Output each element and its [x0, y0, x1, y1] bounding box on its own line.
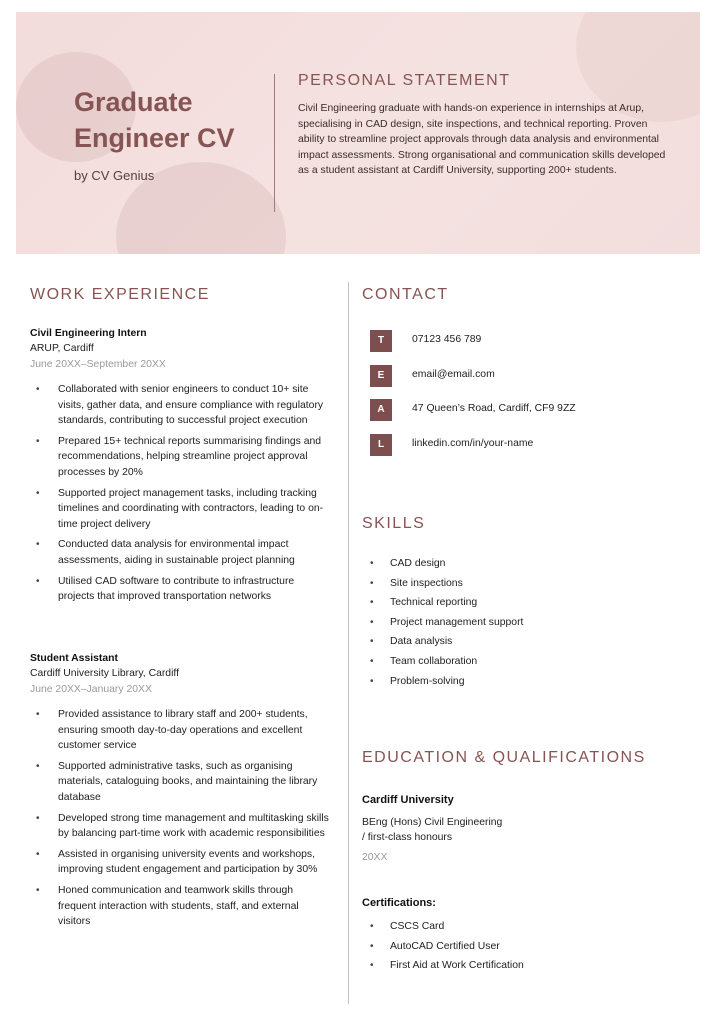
job-org: Cardiff University Library, Cardiff — [30, 668, 179, 679]
education-school: Cardiff University — [362, 794, 454, 806]
job-bullet: • Collaborated with senior engineers to conduct 10+ site visits, gather data, and ensure compliance with regulatory standards, contributing to successful project execution — [30, 382, 330, 429]
job-entry — [30, 651, 330, 935]
personal-statement-heading: PERSONAL STATEMENT — [298, 72, 511, 89]
certifications-list — [364, 917, 684, 976]
byline: by CV Genius — [74, 168, 155, 183]
education-date: 20XX — [362, 852, 388, 863]
column-divider — [348, 282, 349, 1004]
contact-email-text[interactable]: email@email.com — [412, 369, 495, 380]
cv-title — [74, 84, 274, 156]
job-bullet: • Provided assistance to library staff and 200+ students, ensuring smooth day-to-day operations and excellent customer service — [30, 707, 330, 754]
contact-email — [370, 365, 690, 387]
job-bullet: • Utilised CAD software to contribute to infrastructure projects that improved transportation networks — [30, 574, 330, 605]
education-degree-class: / first-class honours — [362, 832, 453, 843]
job-title: Student Assistant — [30, 653, 118, 664]
job-bullet: • Supported administrative tasks, such as organising materials, cataloguing books, and maintaining the library database — [30, 759, 330, 806]
education-heading: EDUCATION & QUALIFICATIONS — [362, 749, 646, 766]
job-bullets — [30, 707, 330, 930]
job-dates: June 20XX–January 20XX — [30, 684, 152, 695]
skill-item: • Project management support — [364, 613, 684, 633]
contact-heading: CONTACT — [362, 286, 449, 303]
contact-address — [370, 399, 690, 421]
address-icon: A — [370, 399, 392, 421]
skills-heading: SKILLS — [362, 515, 426, 532]
job-bullet: • Supported project management tasks, including tracking timelines and coordinating with contractors, leading to on-time project delivery — [30, 486, 330, 533]
job-bullet: • Conducted data analysis for environmental impact assessments, aiding in sustainable project planning — [30, 537, 330, 568]
personal-statement-text: Civil Engineering graduate with hands-on experience in internships at Arup, specialising in CAD design, site inspections, and technical reporting. Proven ability to streamline project approvals through data analysis and environmental impact assessments. Strong organisational and communication skills developed as a student assistant at Cardiff University, supporting 200+ students. — [298, 103, 666, 177]
job-bullet: • Honed communication and teamwork skills through frequent interaction with students, staff, and external visitors — [30, 883, 330, 930]
education-entry — [362, 794, 682, 863]
job-entry — [30, 326, 330, 610]
certification-item: • AutoCAD Certified User — [364, 937, 684, 957]
header-divider — [274, 74, 275, 212]
job-org: ARUP, Cardiff — [30, 343, 94, 354]
linkedin-icon: L — [370, 434, 392, 456]
skill-item: • Problem-solving — [364, 672, 684, 692]
job-bullet: • Prepared 15+ technical reports summarising findings and recommendations, helping streamline project approval processes by 20% — [30, 434, 330, 481]
contact-phone-text[interactable]: 07123 456 789 — [412, 334, 482, 345]
cv-title-line1: Graduate — [74, 87, 193, 117]
job-bullet: • Assisted in organising university events and workshops, improving student engagement and participation by 30% — [30, 847, 330, 878]
skill-item: • Technical reporting — [364, 593, 684, 613]
certifications-heading: Certifications: — [362, 897, 436, 909]
contact-address-text: 47 Queen’s Road, Cardiff, CF9 9ZZ — [412, 403, 576, 414]
contact-phone — [370, 330, 690, 352]
phone-icon: T — [370, 330, 392, 352]
skills-list — [364, 554, 684, 691]
certification-item: • First Aid at Work Certification — [364, 956, 684, 976]
skill-item: • CAD design — [364, 554, 684, 574]
skill-item: • Site inspections — [364, 574, 684, 594]
cv-title-line2: Engineer CV — [74, 123, 235, 153]
skill-item: • Team collaboration — [364, 652, 684, 672]
education-degree: BEng (Hons) Civil Engineering — [362, 817, 503, 828]
job-bullet: • Developed strong time management and multitasking skills by balancing part-time work with academic responsibilities — [30, 811, 330, 842]
job-dates: June 20XX–September 20XX — [30, 359, 166, 370]
cv-header — [16, 12, 700, 254]
job-bullets — [30, 382, 330, 605]
email-icon: E — [370, 365, 392, 387]
skill-item: • Data analysis — [364, 632, 684, 652]
contact-linkedin-text[interactable]: linkedin.com/in/your-name — [412, 438, 534, 449]
certification-item: • CSCS Card — [364, 917, 684, 937]
contact-linkedin — [370, 434, 690, 456]
work-experience-heading: WORK EXPERIENCE — [30, 286, 210, 303]
job-title: Civil Engineering Intern — [30, 328, 147, 339]
